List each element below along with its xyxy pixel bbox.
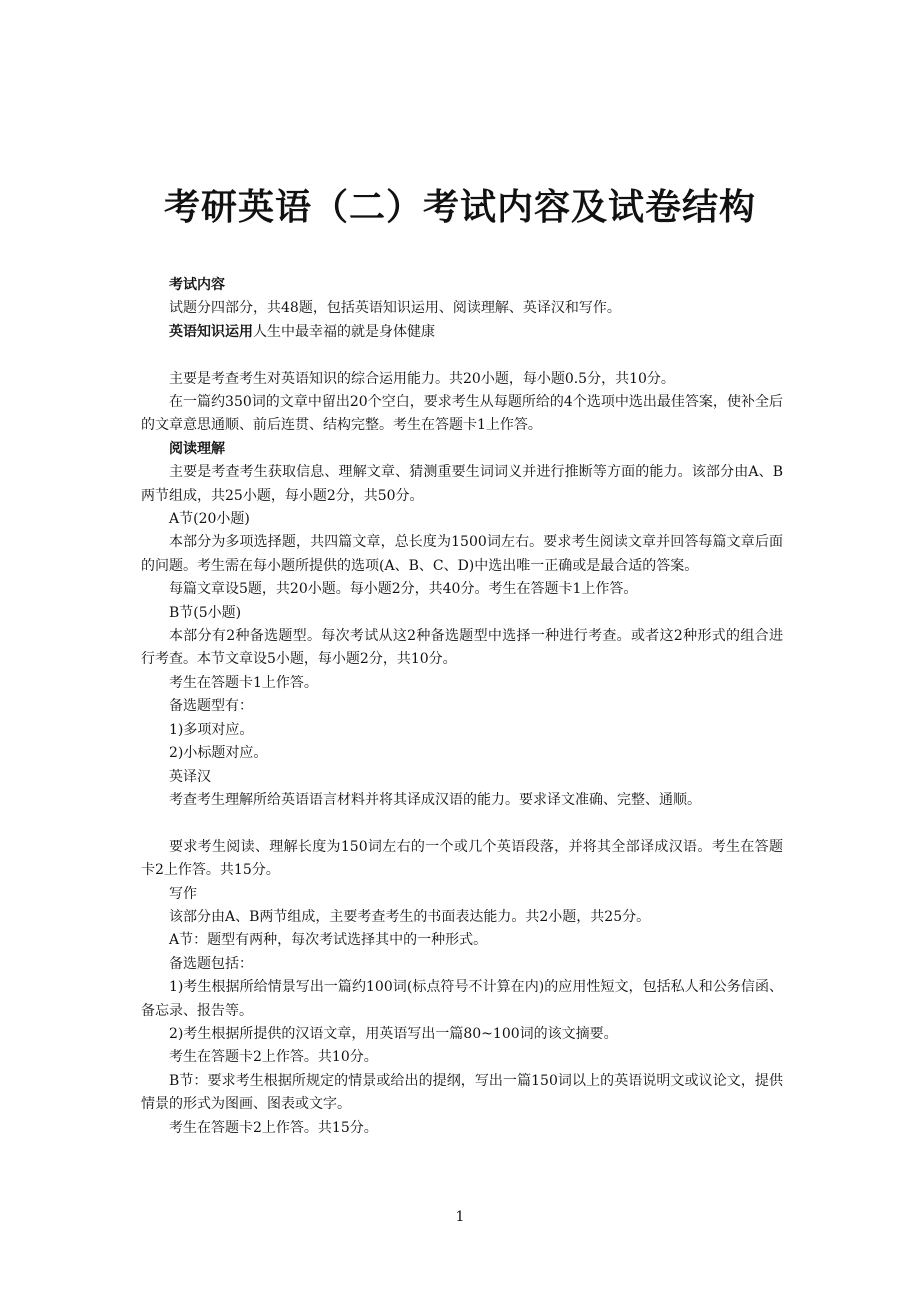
paragraph-section-a-desc: 本部分为多项选择题，共四篇文章，总长度为1500词左右。要求考生阅读文章并回答每篇文章后面的问题。考生需在每小题所提供的选项(A、B、C、D)中选出唯一正确或是最合适的答案。 [141,534,783,574]
heading-english-knowledge: 英语知识运用 [169,323,253,340]
paragraph-knowledge-heading [141,321,783,344]
blank-line [141,344,783,367]
heading-translation: 英译汉 [169,768,211,785]
paragraph-writing-section-a: A节：题型有两种，每次考试选择其中的一种形式。 [169,932,488,949]
heading-exam-content: 考试内容 [169,277,225,293]
paragraph-overview: 试题分四部分，共48题，包括英语知识运用、阅读理解、英译汉和写作。 [169,300,621,317]
inline-note: 人生中最幸福的就是身体健康 [253,323,435,340]
paragraph-knowledge-desc: 主要是考查考生对英语知识的综合运用能力。共20小题，每小题0.5分，共10分。 [169,370,675,387]
paragraph-writing-desc: 该部分由A、B两节组成，主要考查考生的书面表达能力。共2小题，共25分。 [169,908,651,925]
paragraph-section-b-desc: 本部分有2种备选题型。每次考试从这2种备选题型中选择一种进行考查。或者这2种形式的组合进行考查。本节文章设5小题，每小题2分，共10分。 [141,628,783,668]
page-number: 1 [455,1209,465,1225]
heading-writing: 写作 [169,885,197,902]
heading-reading: 阅读理解 [169,440,225,457]
section-b-label: B节(5小题) [169,604,242,621]
list-item-summary: 2)考生根据所提供的汉语文章，用英语写出一篇80~100词的该文摘要。 [169,1025,618,1042]
blank-line [141,812,783,835]
paragraph-writing-section-b: B节：要求考生根据所规定的情景或给出的提纲，写出一篇150词以上的英语说明文或议论文，提供情景的形式为图画、图表或文字。 [141,1072,783,1113]
document-body [141,274,783,1140]
paragraph-section-b-answer: 考生在答题卡1上作答。 [169,674,318,691]
paragraph-writing-options: 备选题包括： [169,955,253,972]
list-item-subheading-match: 2)小标题对应。 [169,745,268,762]
section-a-label: A节(20小题) [169,511,250,528]
paragraph-translation-desc: 考查考生理解所给英语语言材料并将其译成汉语的能力。要求译文准确、完整、通顺。 [169,791,701,808]
paragraph-question-types: 备选题型有： [169,698,253,715]
list-item-multiple-match: 1)多项对应。 [169,721,254,738]
paragraph-reading-desc: 主要是考查考生获取信息、理解文章、猜测重要生词词义并进行推断等方面的能力。该部分由A、B两节组成，共25小题，每小题2分，共50分。 [141,464,783,504]
list-item-applied-essay: 1)考生根据所给情景写出一篇约100词(标点符号不计算在内)的应用性短文，包括私人和公务信函、备忘录、报告等。 [141,979,783,1019]
paragraph-writing-a-score: 考生在答题卡2上作答。共10分。 [169,1049,378,1066]
document-title: 考研英语（二）考试内容及试卷结构 [163,187,756,228]
paragraph-writing-b-score: 考生在答题卡2上作答。共15分。 [169,1119,378,1136]
paragraph-translation-detail: 要求考生阅读、理解长度为150词左右的一个或几个英语段落，并将其全部译成汉语。考生在答题卡2上作答。共15分。 [141,838,783,879]
paragraph-section-a-score: 每篇文章设5题，共20小题。每小题2分，共40分。考生在答题卡1上作答。 [169,581,638,598]
paragraph-knowledge-detail: 在一篇约350词的文章中留出20个空白，要求考生从每题所给的4个选项中选出最佳答案，使补全后的文章意思通顺、前后连贯、结构完整。考生在答题卡1上作答。 [141,394,783,434]
